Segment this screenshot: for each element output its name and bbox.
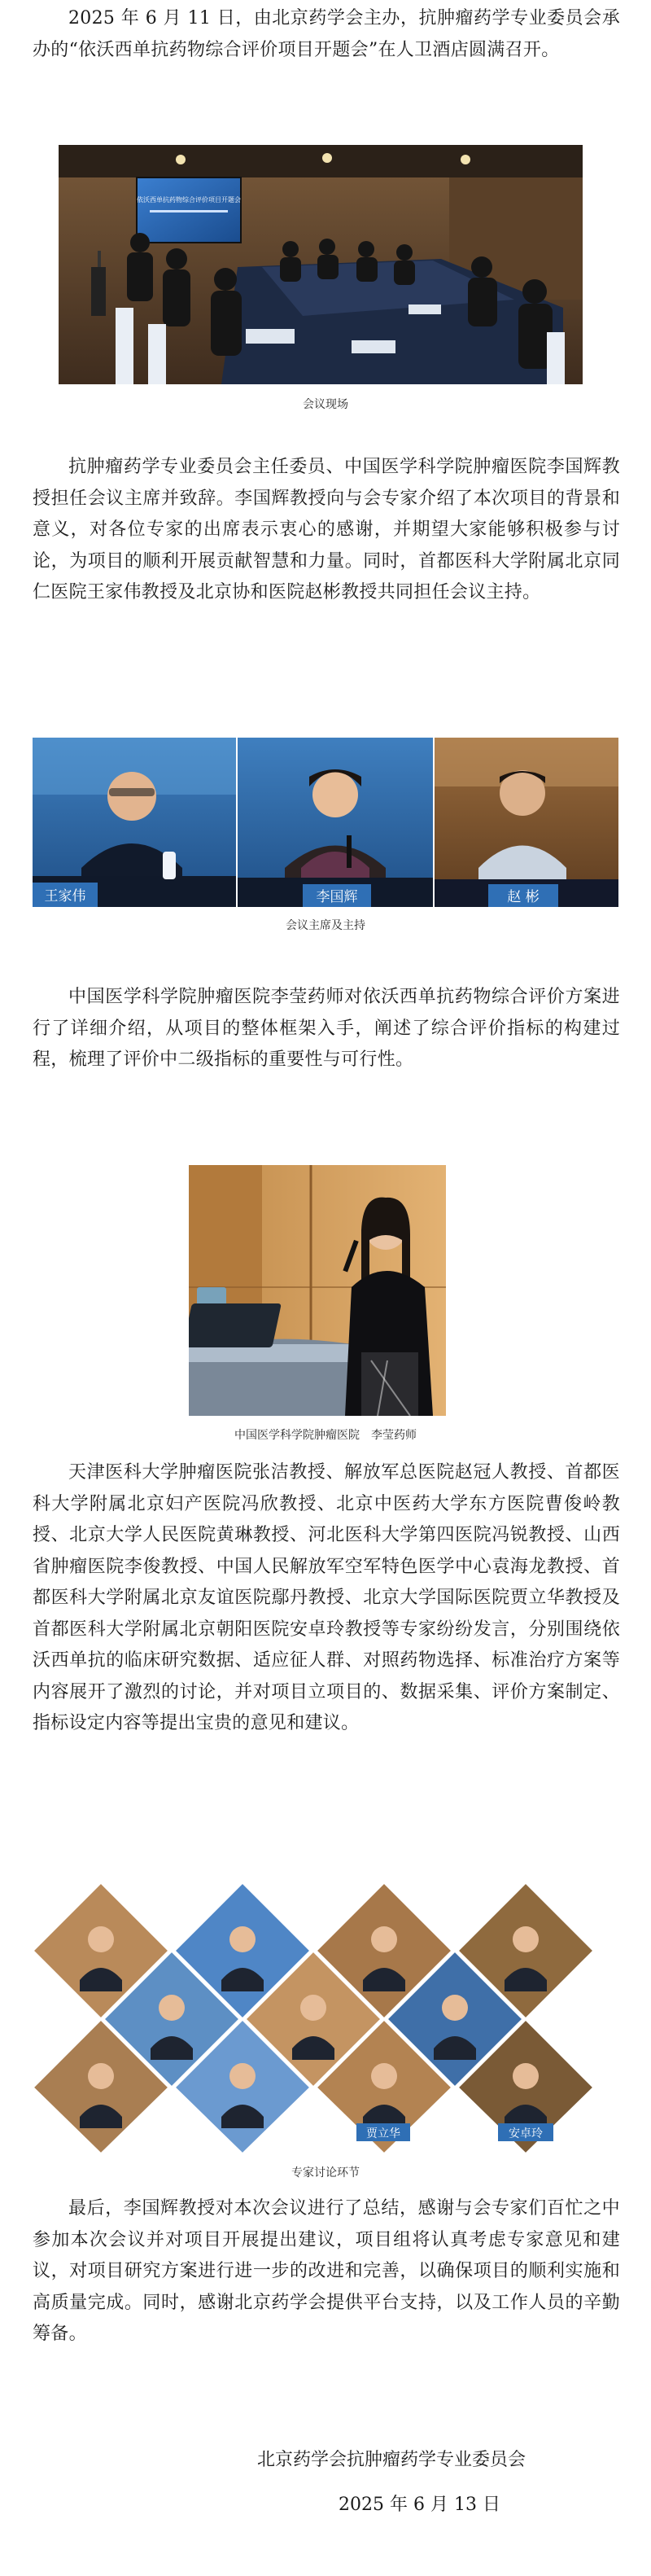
nameplate-an: 安卓玲 [509, 2127, 543, 2140]
photo-caption-meeting-scene: 会议现场 [303, 398, 348, 411]
signature-organization: 北京药学会抗肿瘤药学专业委员会 [257, 2450, 526, 2470]
nameplate-wang: 王家伟 [44, 888, 86, 905]
projector-screen-text: 依沃西单抗药物综合评价项目开题会 [137, 196, 241, 204]
expert-discussion-collage [33, 1882, 599, 2154]
photo-caption-expert-discussion: 专家讨论环节 [291, 2166, 360, 2180]
chairman-paragraph: 抗肿瘤药学专业委员会主任委员、中国医学科学院肿瘤医院李国辉教授担任会议主席并致辞。李国辉教授向与会专家介绍了本次项目的背景和意义，对各位专家的出席表示衷心的感谢，并期望大家能够积极参与讨论，为项目的顺利开展贡献智慧和力量。同时，首都医科大学附属北京同仁医院王家伟教授及北京协和医院赵彬教授共同担任会议主持。 [33, 457, 620, 602]
nameplate-jia: 贾立华 [366, 2127, 400, 2140]
signature-date: 2025 年 6 月 13 日 [339, 2495, 500, 2515]
chairs-hosts-photo [33, 738, 618, 907]
photo-caption-speaker: 中国医学科学院肿瘤医院 李莹药师 [234, 1429, 417, 1442]
discussion-paragraph: 天津医科大学肿瘤医院张洁教授、解放军总医院赵冠人教授、首都医科大学附属北京妇产医院冯欣教授、北京中医药大学东方医院曹俊岭教授、北京大学人民医院黄琳教授、河北医科大学第四医院冯锐教授、山西省肿瘤医院李俊教授、中国人民解放军空军特色医学中心袁海龙教授、首都医科大学附属北京友谊医院鄢丹教授、北京大学国际医院贾立华教授及首都医科大学附属北京朝阳医院安卓玲教授等专家纷纷发言，分别围绕依沃西单抗的临床研究数据、适应征人群、对照药物选择、标准治疗方案等内容展开了激烈的讨论，并对项目立项目的、数据采集、评价方案制定、指标设定内容等提出宝贵的意见和建议。 [33, 1462, 620, 1733]
nameplate-li: 李国辉 [316, 889, 358, 905]
meeting-scene-photo [59, 145, 583, 384]
speaker-photo [189, 1165, 446, 1416]
intro-paragraph: 2025 年 6 月 11 日，由北京药学会主办，抗肿瘤药学专业委员会承办的“依沃西单抗药物综合评价项目开题会”在人卫酒店圆满召开。 [33, 8, 620, 60]
closing-paragraph: 最后，李国辉教授对本次会议进行了总结，感谢与会专家们百忙之中参加本次会议并对项目开展提出建议，项目组将认真考虑专家意见和建议，对项目研究方案进行进一步的改进和完善，以确保项目的顺利实施和高质量完成。同时，感谢北京药学会提供平台支持，以及工作人员的辛勤筹备。 [33, 2198, 620, 2344]
photo-caption-chairs-hosts: 会议主席及主持 [286, 919, 365, 932]
nameplate-zhao: 赵 彬 [507, 889, 540, 905]
presentation-paragraph: 中国医学科学院肿瘤医院李莹药师对依沃西单抗药物综合评价方案进行了详细介绍，从项目的整体框架入手，阐述了综合评价指标的构建过程，梳理了评价中二级指标的重要性与可行性。 [33, 987, 620, 1070]
